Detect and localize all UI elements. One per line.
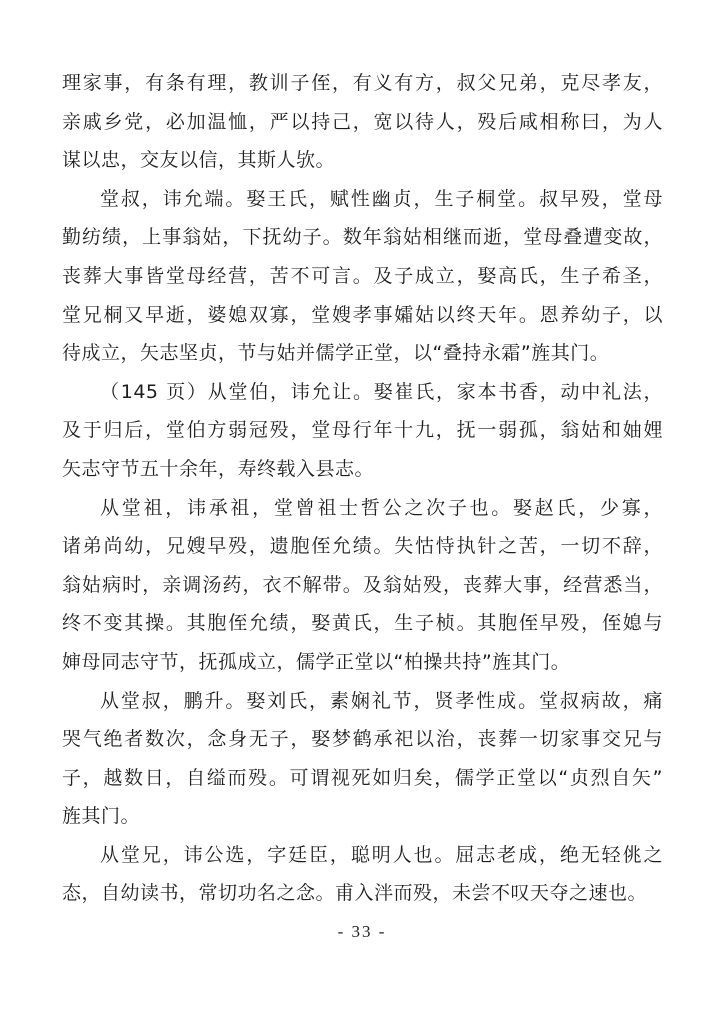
text-line: 婶母同志守节，抚孤成立，儒学正堂以“柏操共持”旌其门。 bbox=[62, 650, 571, 673]
text-line: 哭气绝者数次，念身无子，娶梦鹤承祀以治，丧葬一切家事交兄与 bbox=[62, 728, 663, 751]
text-line: 从堂祖，讳承祖，堂曾祖士哲公之次子也。娶赵氏，少寡， bbox=[100, 496, 663, 519]
page-number: - 33 - bbox=[337, 922, 387, 941]
text-line: 堂兄桐又早逝，婆媳双寡，堂嫂孝事孀姑以终天年。恩养幼子，以 bbox=[62, 303, 663, 326]
text-line: 勤纺绩，上事翁姑，下抚幼子。数年翁姑相继而逝，堂母叠遭变故， bbox=[62, 226, 663, 249]
document-text-body bbox=[62, 64, 663, 913]
text-line: 丧葬大事皆堂母经营，苦不可言。及子成立，娶高氏，生子希圣， bbox=[62, 264, 663, 287]
text-line: 及于归后，堂伯方弱冠殁，堂母行年十九，抚一弱孤，翁姑和妯娌 bbox=[62, 419, 663, 442]
text-line: 堂叔，讳允端。娶王氏，赋性幽贞，生子桐堂。叔早殁，堂母 bbox=[100, 187, 663, 210]
text-line: 态，自幼读书，常切功名之念。甫入泮而殁，未尝不叹天夺之速也。 bbox=[62, 882, 648, 905]
text-line: （145 页）从堂伯，讳允让。娶崔氏，家本书香，动中礼法， bbox=[100, 380, 663, 403]
text-line: 旌其门。 bbox=[62, 805, 141, 828]
text-line: 从堂叔，鹏升。娶刘氏，素娴礼节，贤孝性成。堂叔病故，痛 bbox=[100, 689, 663, 712]
text-line: 理家事，有条有理，教训子侄，有义有方，叔父兄弟，克尽孝友， bbox=[62, 72, 663, 94]
text-line: 矢志守节五十余年，寿终载入县志。 bbox=[62, 457, 375, 480]
text-line: 终不变其操。其胞侄允绩，娶黄氏，生子桢。其胞侄早殁，侄媳与 bbox=[62, 612, 663, 635]
text-line: 翁姑病时，亲调汤药，衣不解带。及翁姑殁，丧葬大事，经营悉当， bbox=[62, 573, 663, 596]
text-line: 子，越数日，自缢而殁。可谓视死如归矣，儒学正堂以“贞烈自矢” bbox=[62, 766, 663, 789]
text-line: 亲戚乡党，必加温恤，严以持己，宽以待人，殁后咸相称曰，为人 bbox=[62, 110, 663, 133]
text-line: 谋以忠，交友以信，其斯人欤。 bbox=[62, 149, 336, 172]
text-line: 从堂兄，讳公选，字廷臣，聪明人也。屈志老成，绝无轻佻之 bbox=[100, 843, 663, 866]
text-line: 待成立，矢志坚贞，节与姑并儒学正堂，以“叠持永霜”旌其门。 bbox=[62, 342, 610, 365]
text-line: 诸弟尚幼，兄嫂早殁，遗胞侄允绩。失怙恃执针之苦，一切不辞， bbox=[62, 535, 663, 558]
